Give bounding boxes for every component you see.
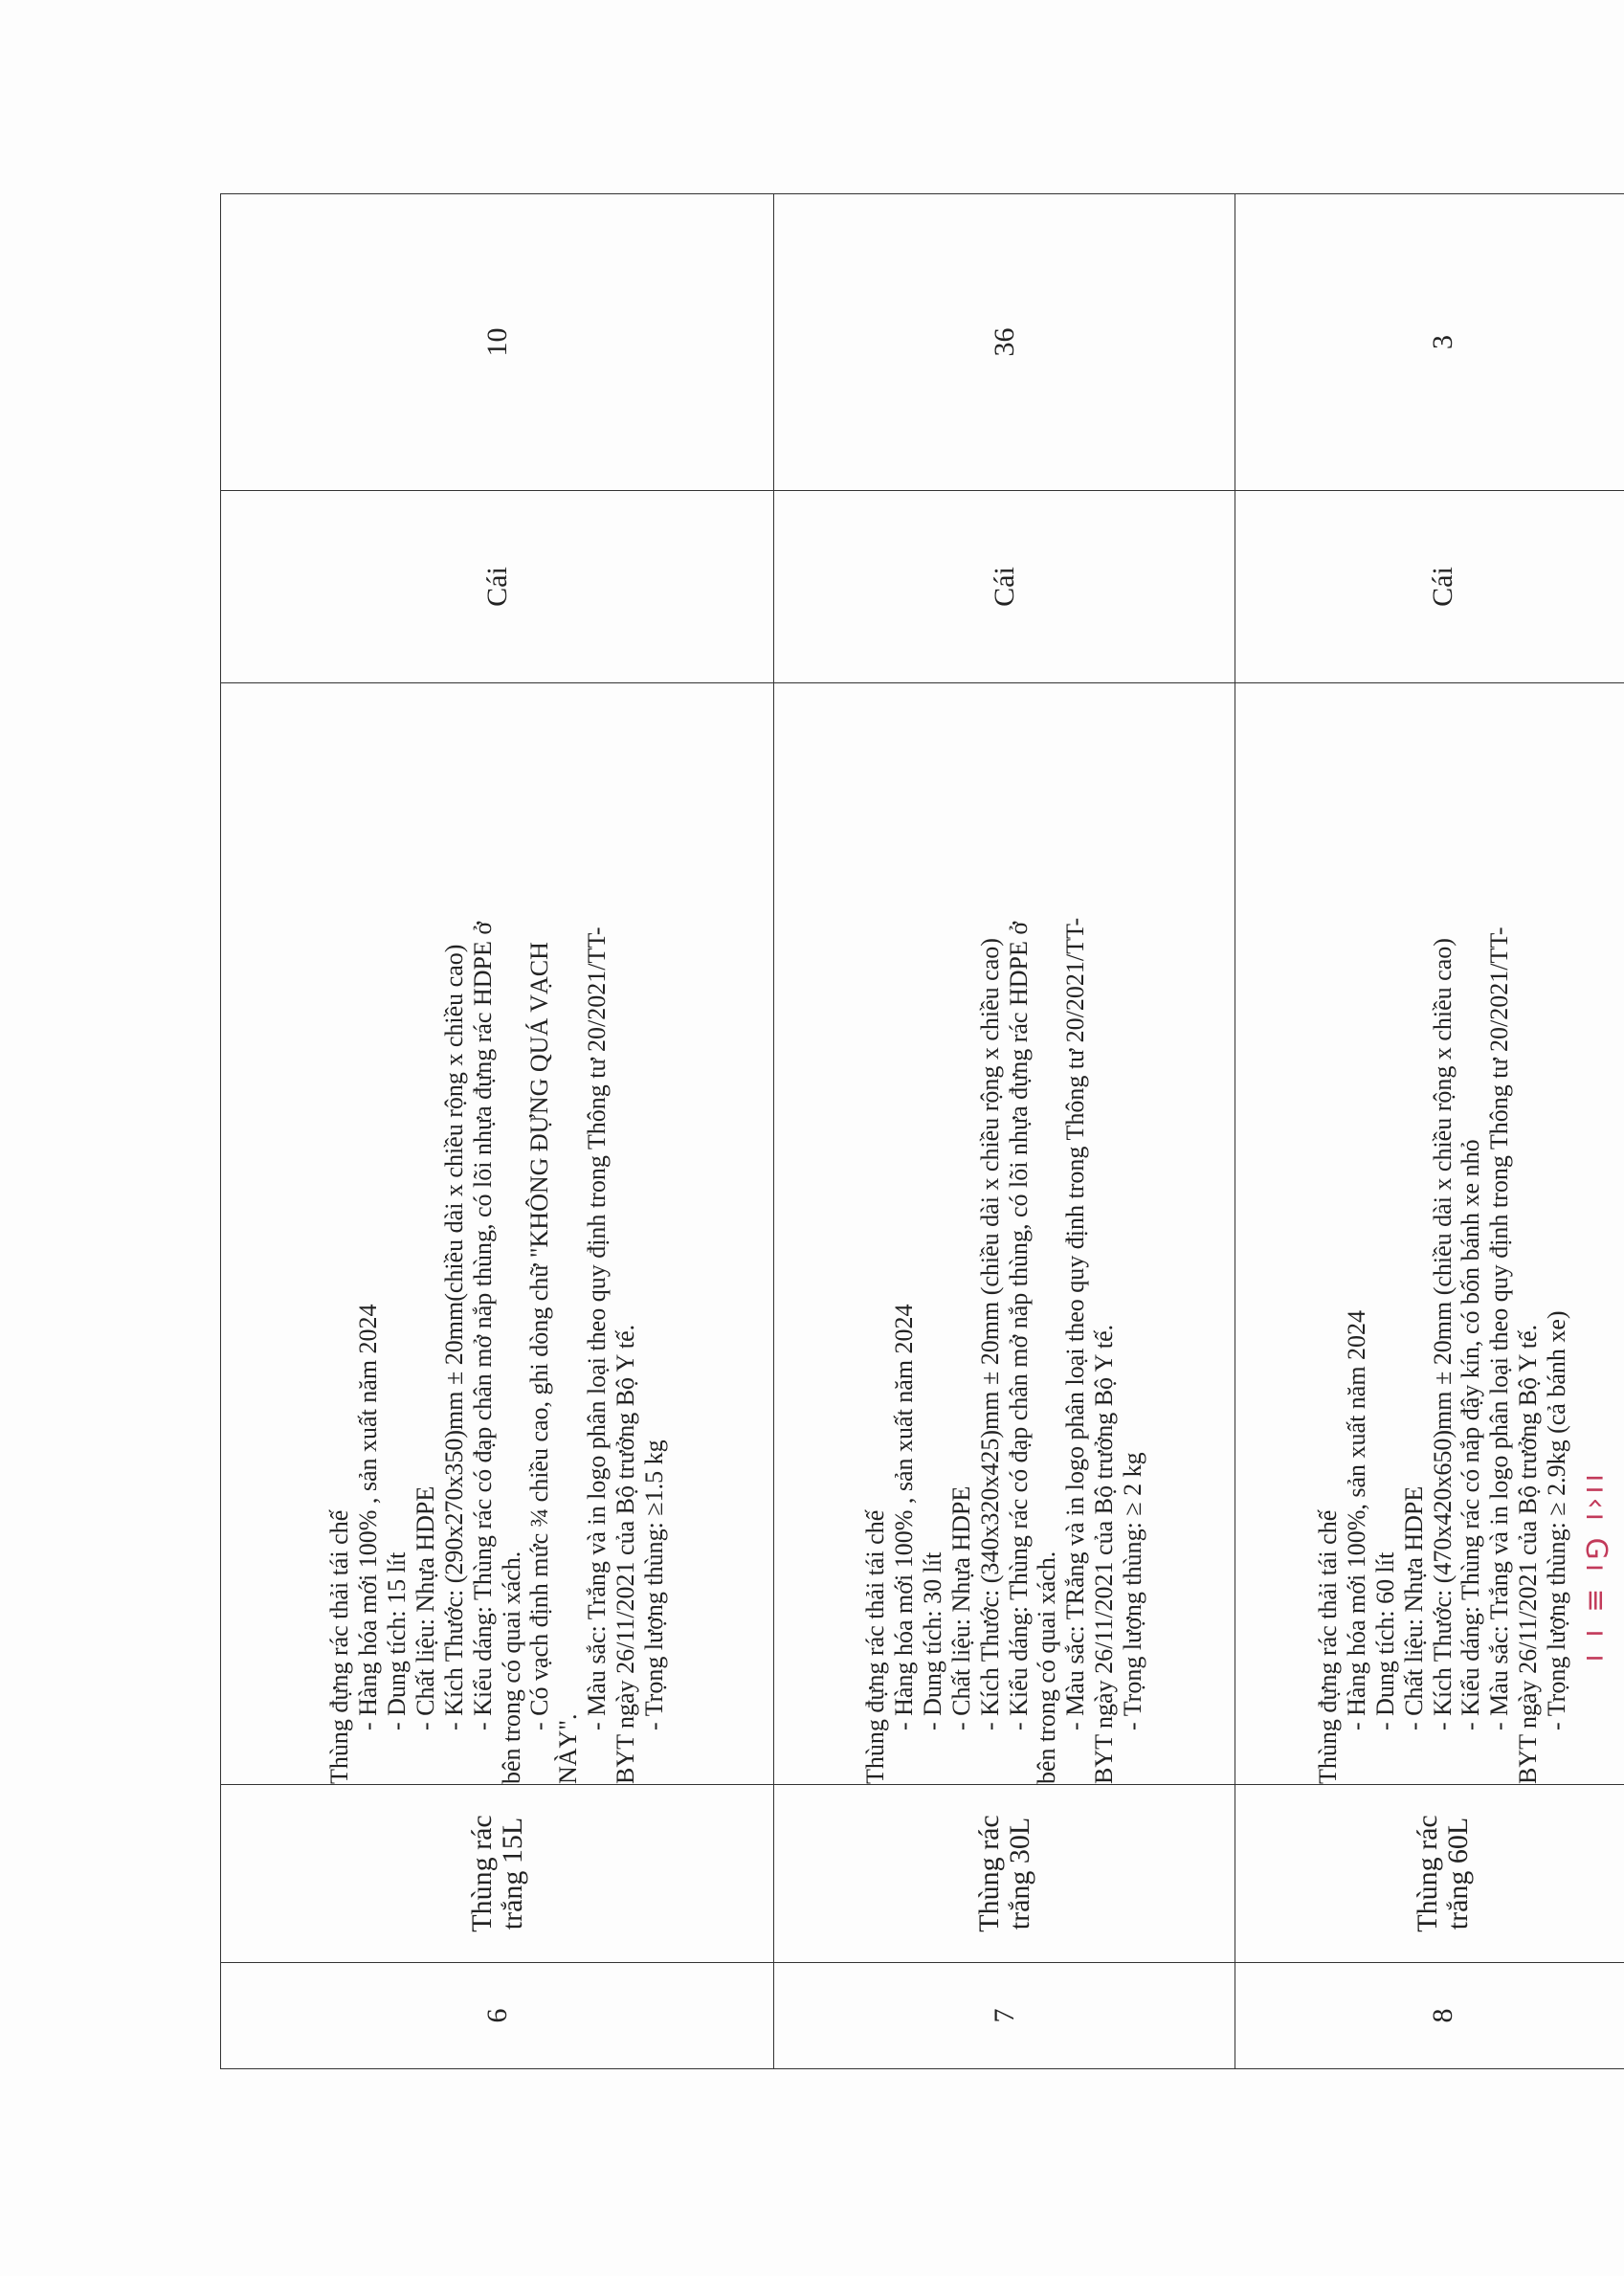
- description-line: - Dung tích: 30 lít: [918, 1551, 946, 1730]
- description-line: Thùng đựng rác thải tái chế: [1314, 1509, 1343, 1784]
- page-stamp-mark: ıı‹ı Gı ≡ ı ı: [1579, 1474, 1613, 1666]
- description-line: - Hàng hóa mới 100%, sản xuất năm 2024: [1342, 1309, 1370, 1730]
- description-line: - Kích Thước: (470x420x650)mm ± 20mm (chiều dài x chiều rộng x chiều cao): [1428, 938, 1457, 1730]
- item-description-cell: [1235, 683, 1624, 1785]
- table-row: [221, 194, 774, 2069]
- description-line: - Có vạch định mức ¾ chiều cao, ghi dòng chữ "KHÔNG ĐỰNG QUÁ VẠCH: [525, 942, 554, 1730]
- description-line: - Màu sắc: TRắng và in logo phân loại theo quy định trong Thông tư 20/2021/TT-: [1061, 917, 1090, 1730]
- description-line: bên trong có quai xách.: [1033, 1551, 1061, 1784]
- description-line: - Trọng lượng thùng: ≥ 2.9kg (cả bánh xe): [1543, 1310, 1571, 1730]
- description-line: BYT ngày 26/11/2021 của Bộ trưởng Bộ Y tế.: [612, 1324, 640, 1784]
- row-number: 8: [1235, 1963, 1624, 2069]
- unit-cell: Cái: [774, 491, 1235, 683]
- description-line: Thùng đựng rác thải tái chế: [861, 1509, 890, 1784]
- description-line: Thùng đựng rác thải tái chế: [325, 1509, 354, 1784]
- description-line: - Kiểu dáng: Thùng rác có đạp chân mở nắp thùng, có lõi nhựa đựng rác HDPE ở: [1004, 921, 1033, 1730]
- row-number: 7: [774, 1963, 1235, 2069]
- description-line: BYT ngày 26/11/2021 của Bộ trưởng Bộ Y tế.: [1514, 1324, 1543, 1784]
- description-line: - Dung tích: 15 lít: [382, 1551, 411, 1730]
- item-name-line2: trắng 15L: [496, 1817, 528, 1930]
- row-number: 6: [221, 1963, 774, 2069]
- description-line: - Chất liệu: Nhựa HDPE: [411, 1485, 439, 1730]
- rotated-table-wrapper: [220, 193, 1624, 2069]
- quantity-cell: 3: [1235, 194, 1624, 491]
- description-line: NÀY".: [554, 1713, 583, 1784]
- description-line: - Trọng lượng thùng: ≥1.5 kg: [639, 1439, 668, 1730]
- description-line: bên trong có quai xách.: [497, 1551, 525, 1784]
- description-line: BYT ngày 26/11/2021 của Bộ trưởng Bộ Y tế.: [1090, 1324, 1119, 1784]
- description-line: - Kiểu dáng: Thùng rác có nắp đậy kín, có bốn bánh xe nhỏ: [1457, 1139, 1485, 1730]
- description-line: - Hàng hóa mới 100% , sản xuất năm 2024: [354, 1304, 383, 1730]
- item-name-cell: [1235, 1785, 1624, 1963]
- item-name-line1: Thùng rác: [973, 1815, 1006, 1932]
- item-name-cell: [221, 1785, 774, 1963]
- specification-table: [220, 193, 1624, 2069]
- description-line: - Chất liệu: Nhựa HDPE: [946, 1485, 975, 1730]
- description-line: - Màu sắc: Trắng và in logo phân loại theo quy định trong Thông tư 20/2021/TT-: [583, 926, 612, 1730]
- table-row: [774, 194, 1235, 2069]
- description-line: - Chất liệu: Nhựa HDPE: [1399, 1485, 1428, 1730]
- table-row: [1235, 194, 1624, 2069]
- description-line: - Kiểu dáng: Thùng rác có đạp chân mở nắp thùng, có lõi nhựa đựng rác HDPE ở: [468, 921, 497, 1730]
- item-description-cell: [221, 683, 774, 1785]
- item-name-line1: Thùng rác: [466, 1815, 499, 1932]
- table-body: [221, 194, 1624, 2069]
- description-line: - Hàng hóa mới 100% , sản xuất năm 2024: [889, 1304, 918, 1730]
- description-line: - Dung tích: 60 lít: [1370, 1551, 1399, 1730]
- item-description-cell: [774, 683, 1235, 1785]
- unit-cell: Cái: [221, 491, 774, 683]
- description-line: - Kích Thước: (340x320x425)mm ± 20mm (chiều dài x chiều rộng x chiều cao): [975, 938, 1004, 1730]
- item-name-cell: [774, 1785, 1235, 1963]
- item-name-line2: trắng 60L: [1441, 1817, 1474, 1930]
- unit-cell: Cái: [1235, 491, 1624, 683]
- item-name-line2: trắng 30L: [1003, 1817, 1035, 1930]
- description-line: - Trọng lượng thùng: ≥ 2 kg: [1119, 1452, 1147, 1730]
- description-line: - Màu sắc: Trắng và in logo phân loại theo quy định trong Thông tư 20/2021/TT-: [1485, 926, 1514, 1730]
- quantity-cell: 10: [221, 194, 774, 491]
- item-name-line1: Thùng rác: [1412, 1815, 1444, 1932]
- description-line: - Kích Thước: (290x270x350)mm ± 20mm(chiều dài x chiều rộng x chiều cao): [439, 944, 468, 1730]
- quantity-cell: 36: [774, 194, 1235, 491]
